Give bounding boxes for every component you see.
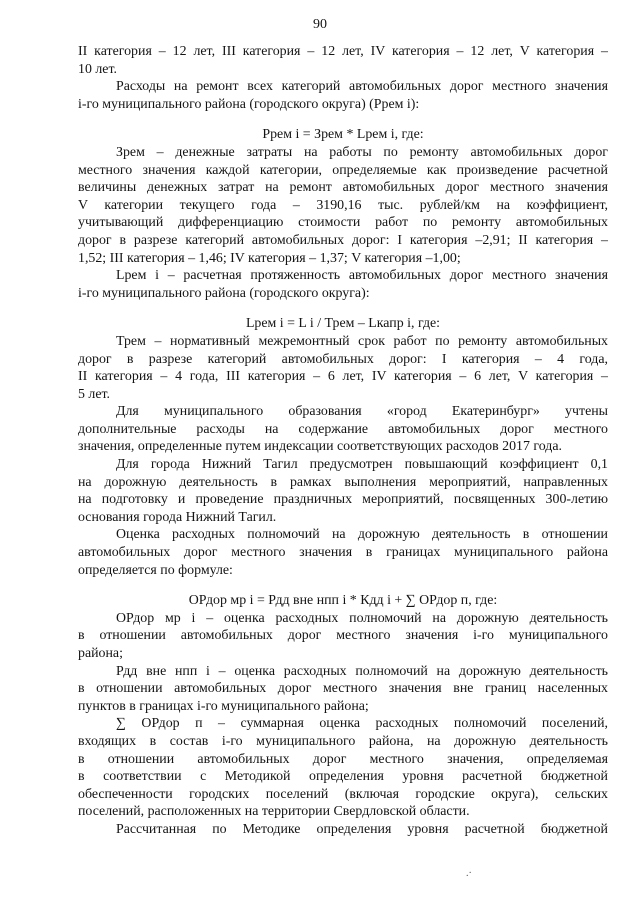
text-line: Для города Нижний Тагил предусмотрен повышающий коэффициент 0,1 [116, 457, 608, 473]
text-line: на подготовку и проведение праздничных мероприятий, посвященных 300-летию [78, 492, 608, 508]
page-number: 90 [313, 17, 327, 32]
text-line: величины денежных затрат на ремонт автомобильных дорог местного значения [78, 180, 608, 196]
text-line: дополнительные расходы на содержание автомобильных дорог местного [78, 421, 608, 437]
text-line: Lрем i = L i / Трем – Lкапр i, где: [245, 316, 441, 332]
text-line: определяется по формуле: [78, 562, 233, 578]
spacer [78, 113, 608, 126]
spacer [78, 302, 608, 315]
text-line: пунктов в границах i-го муниципального района; [78, 698, 369, 714]
text-line: Зрем – денежные затраты на работы по ремонту автомобильных дорог [116, 144, 608, 160]
text-line: Рдд вне нпп i – оценка расходных полномочий на дорожную деятельность [116, 663, 608, 679]
text-line: автомобильных дорог местного значения в границах муниципального района [78, 545, 608, 561]
text-line: V категории текущего года – 3190,16 тыс. рублей/км на коэффициент, [78, 197, 608, 213]
text-line: ∑ ОРдор п – суммарная оценка расходных полномочий поселений, [116, 716, 608, 732]
text-line: учитывающий дифференциацию стоимости работ по ремонту автомобильных [78, 215, 608, 231]
text-line: Рpем i = Зрем * Lрем i, где: [262, 127, 424, 143]
text-line: ОРдор мр i – оценка расходных полномочий на дорожную деятельность [116, 610, 608, 626]
text-line: обеспеченности городских поселений (включая городские округа), сельских [78, 786, 608, 802]
text-line: 1,52; III категория – 1,46; IV категория – 1,37; V категория –1,00; [78, 250, 461, 266]
spacer [78, 579, 608, 592]
document-body [78, 43, 608, 839]
scan-mark: .· [466, 868, 472, 879]
text-line: входящих в состав i-го муниципального района, на дорожную деятельность [78, 733, 608, 749]
text-line: поселений, расположенных на территории Свердловской области. [78, 804, 470, 820]
text-line: в отношении автомобильных дорог местного значения i-го муниципального [78, 628, 608, 644]
text-line: на дорожную деятельность в рамках выполнения мероприятий, направленных [78, 474, 608, 490]
text-line: значения, определенные путем индексации соответствующих расходов 2017 года. [78, 439, 562, 455]
text-line: в отношении автомобильных дорог местного значения вне границ населенных [78, 681, 608, 697]
text-line: II категория – 4 года, III категория – 6 лет, IV категория – 6 лет, V категория – [78, 369, 608, 385]
text-line: i-го муниципального района (городского округа) (Pрем i): [78, 96, 420, 112]
text-line: Рассчитанная по Методике определения уровня расчетной бюджетной [116, 821, 608, 837]
text-line: ОРдор мр i = Рдд вне нпп i * Кдд i + ∑ ОРдор п, где: [188, 593, 498, 609]
text-line: основания города Нижний Тагил. [78, 509, 277, 525]
text-line: дорог в разрезе категорий автомобильных дорог: I категория – 4 года, [78, 351, 608, 367]
text-line: района; [78, 646, 123, 661]
text-line: 10 лет. [78, 61, 117, 77]
text-line: Трем – нормативный межремонтный срок работ по ремонту автомобильных [116, 333, 608, 349]
text-line: местного значения каждой категории, определяемые как произведение расчетной [78, 162, 608, 178]
text-line: Расходы на ремонт всех категорий автомобильных дорог местного значения [116, 79, 608, 95]
text-line: i-го муниципального района (городского округа): [78, 285, 370, 301]
text-line: 5 лет. [78, 386, 111, 402]
text-line: Оценка расходных полномочий на дорожную деятельность в отношении [116, 527, 608, 543]
text-line: в отношении автомобильных дорог местного значения, определяемая [78, 751, 608, 767]
text-line: II категория – 12 лет, III категория – 12 лет, IV категория – 12 лет, V категория – [78, 44, 608, 59]
text-line: в соответствии с Методикой определения уровня расчетной бюджетной [78, 769, 608, 785]
text-line: дорог в разрезе категорий автомобильных дорог: I категория –2,91; II категория – [78, 232, 608, 248]
text-line: Для муниципального образования «город Екатеринбург» учтены [116, 404, 608, 420]
text-line: Lрем i – расчетная протяженность автомобильных дорог местного значения [116, 268, 608, 284]
